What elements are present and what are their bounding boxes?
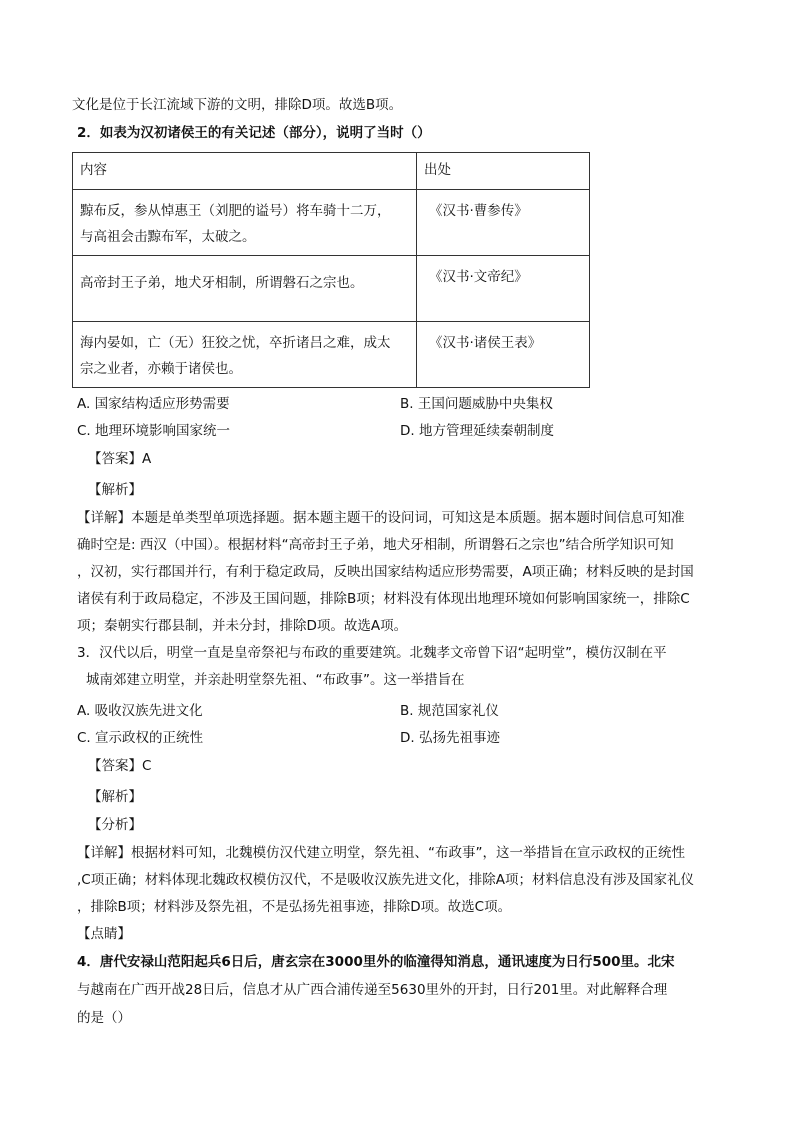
row-content: 高帝封王子弟，地犬牙相制，所谓磐石之宗也。	[73, 256, 417, 322]
q4-stem-line: 4．唐代安禄山范阳起兵6日后，唐玄宗在3000里外的临潼得知消息，通讯速度为日行500里。北宋	[77, 954, 675, 970]
q2-detail-line: 诸侯有利于政局稳定，不涉及王国问题，排除B项；材料没有体现出地理环境如何影响国家统一，排除C	[77, 591, 690, 607]
q2-detail-line: ，汉初，实行郡国并行，有利于稳定政局，反映出国家结构适应形势需要，A项正确；材料反映的是封国	[77, 564, 694, 580]
row-content: 黥布反，参从悼惠王（刘肥的谥号）将车骑十二万， 与高祖会击黥布军，太破之。	[73, 190, 417, 256]
q3-stem-line: 城南郊建立明堂，并亲赴明堂祭先祖、“布政事”。这一举措旨在	[86, 672, 465, 688]
q3-option-c: C. 宣示政权的正统性	[77, 730, 204, 746]
lead-line: 文化是位于长江流域下游的文明，排除D项。故选B项。	[72, 97, 403, 113]
q3-fenxi-label: 【分析】	[88, 817, 142, 833]
q2-detail-line: 项；秦朝实行郡县制，并未分封，排除D项。故选A项。	[77, 618, 408, 634]
q3-stem-line: 3．汉代以后，明堂一直是皇帝祭祀与布政的重要建筑。北魏孝文帝曾下诏“起明堂”，模仿汉制在平	[77, 645, 667, 661]
table-header-row	[73, 153, 590, 190]
q3-analysis-label: 【解析】	[88, 789, 142, 805]
row-source: 《汉书·文帝纪》	[417, 256, 590, 322]
row-source: 《汉书·曹参传》	[417, 190, 590, 256]
q3-option-a: A. 吸收汉族先进文化	[77, 703, 203, 719]
q2-option-c: C. 地理环境影响国家统一	[77, 423, 231, 439]
q2-stem: 2．如表为汉初诸侯王的有关记述（部分），说明了当时（）	[77, 125, 431, 141]
q3-dianjing-label: 【点睛】	[77, 926, 131, 942]
table-row	[73, 256, 590, 322]
source-table	[72, 152, 590, 388]
q2-answer: 【答案】A	[88, 451, 152, 467]
q4-stem-line: 的是（）	[77, 1010, 131, 1026]
table-row	[73, 190, 590, 256]
table-row	[73, 322, 590, 388]
q2-analysis-label: 【解析】	[88, 482, 142, 498]
q3-detail-line: ,C项正确；材料体现北魏政权模仿汉代，不是吸收汉族先进文化，排除A项；材料信息没有涉及国家礼仪	[77, 872, 694, 888]
q2-option-d: D. 地方管理延续秦朝制度	[400, 423, 554, 439]
q3-option-d: D. 弘扬先祖事迹	[400, 730, 500, 746]
q2-detail-line: 【详解】本题是单类型单项选择题。据本题主题干的设问词，可知这是本质题。据本题时间信息可知准	[77, 510, 685, 526]
header-source: 出处	[417, 153, 590, 190]
q3-detail-line: 【详解】根据材料可知，北魏模仿汉代建立明堂，祭先祖、“布政事”，这一举措旨在宣示政权的正统性	[77, 845, 685, 861]
q3-option-b: B. 规范国家礼仪	[400, 703, 499, 719]
q2-option-b: B. 王国问题威胁中央集权	[400, 396, 553, 412]
row-content: 海内晏如，亡（无）狂狡之忧，卒折诸吕之难，成太 宗之业者，亦赖于诸侯也。	[73, 322, 417, 388]
q2-detail-line: 确时空是: 西汉（中国）。根据材料“高帝封王子弟，地犬牙相制，所谓磐石之宗也”结合所学知识可知	[77, 537, 674, 553]
header-content: 内容	[73, 153, 417, 190]
q4-stem-line: 与越南在广西开战28日后，信息才从广西合浦传递至5630里外的开封，日行201里。对此解释合理	[77, 982, 668, 998]
q3-answer: 【答案】C	[88, 758, 152, 774]
row-source: 《汉书·诸侯王表》	[417, 322, 590, 388]
q3-detail-line: ，排除B项；材料涉及祭先祖，不是弘扬先祖事迹，排除D项。故选C项。	[77, 899, 512, 915]
q2-option-a: A. 国家结构适应形势需要	[77, 396, 230, 412]
